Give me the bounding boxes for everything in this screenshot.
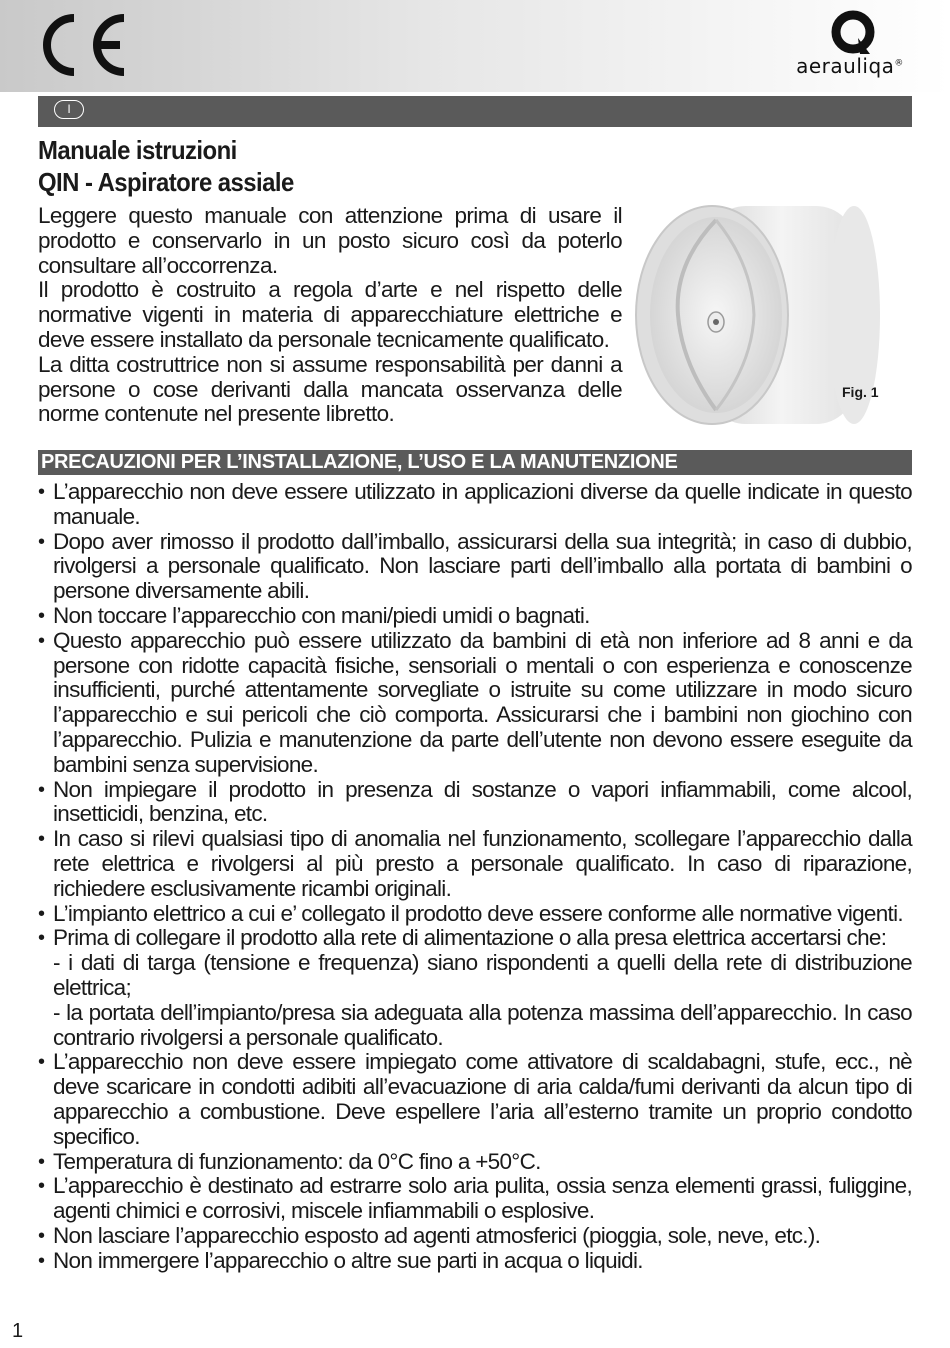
- intro-paragraph: La ditta costruttrice non si assume responsabilità per danni a persone o cose derivanti dalla mancata osservanza delle norme contenute nel presente libretto.: [38, 351, 622, 427]
- list-item: • Prima di collegare il prodotto alla rete di alimentazione o alla presa elettrica accertarsi che: - i dati di targa (tensione e frequenza) siano rispondenti a quelli della rete di distribuzione elettrica; - la portata dell’impianto/presa sia adeguata alla potenza massima dell’apparecchio. In caso contrario rivolgersi a personale qualificato.: [38, 925, 912, 1050]
- bullet-icon: •: [38, 1051, 45, 1074]
- brand-name: aerauliqa®: [796, 54, 904, 78]
- bullet-icon: •: [38, 629, 45, 652]
- list-item: • Dopo aver rimosso il prodotto dall’imballo, assicurarsi della sua integrità; in caso di dubbio, rivolgersi a personale qualificato. Non lasciare parti dell’imballo alla portata di bambini o persone diversamente abili.: [38, 528, 912, 604]
- list-item: • Non lasciare l’apparecchio esposto ad agenti atmosferici (pioggia, sole, neve, etc.).: [38, 1222, 821, 1248]
- bullet-icon: •: [38, 530, 45, 553]
- list-item: • L’impianto elettrico a cui e’ collegato il prodotto deve essere conforme alle normative vigenti.: [38, 900, 903, 926]
- bullet-icon: •: [38, 1150, 45, 1173]
- section-heading: PRECAUZIONI PER L’INSTALLAZIONE, L’USO E LA MANUTENZIONE: [38, 450, 912, 475]
- bullet-icon: •: [38, 1175, 45, 1198]
- list-item: • L’apparecchio non deve essere utilizzato in applicazioni diverse da quelle indicate in questo manuale.: [38, 479, 912, 529]
- sub-item: - la portata dell’impianto/presa sia adeguata alla potenza massima dell’apparecchio. In caso contrario rivolgersi a personale qualificato.: [53, 999, 912, 1050]
- precautions-list: [38, 480, 912, 1274]
- list-item: • Temperatura di funzionamento: da 0°C fino a +50°C.: [38, 1148, 541, 1174]
- bullet-icon: •: [38, 778, 45, 801]
- intro-paragraph: Il prodotto è costruito a regola d’arte e nel rispetto delle normative vigenti in materia di apparecchiature elettriche e deve essere installato da personale tecnicamente qualificato.: [38, 277, 622, 352]
- list-item: • Non immergere l’apparecchio o altre sue parti in acqua o liquidi.: [38, 1247, 643, 1273]
- bullet-icon: •: [38, 1224, 45, 1247]
- ce-mark-icon: [38, 12, 130, 78]
- list-item: • L’apparecchio non deve essere impiegato come attivatore di scaldabagni, stufe, ecc., nè deve scaricare in condotti adibiti all’evacuazione di aria calda/fumi derivanti da alcun tipo di apparecchio a combustione. Deve espellere l’aria all’esterno tramite un proprio condotto specifico.: [38, 1049, 912, 1149]
- intro-text: [38, 204, 622, 427]
- list-item: • In caso si rilevi qualsiasi tipo di anomalia nel funzionamento, scollegare l’apparecchio dalla rete elettrica e rivolgersi al più presto a personale qualificato. In caso di riparazione, richiedere esclusivamente ricambi originali.: [38, 826, 912, 901]
- sub-item: - i dati di targa (tensione e frequenza) siano rispondenti a quelli della rete di distribuzione elettrica;: [53, 950, 912, 1000]
- bullet-icon: •: [38, 902, 45, 925]
- bullet-icon: •: [38, 828, 45, 851]
- bullet-icon: •: [38, 481, 45, 503]
- figure-label: Fig. 1: [842, 384, 879, 400]
- bullet-icon: •: [38, 604, 45, 627]
- list-item: • Non toccare l’apparecchio con mani/piedi umidi o bagnati.: [38, 602, 590, 628]
- page-title: Manuale istruzioni QIN - Aspiratore assiale: [38, 135, 294, 197]
- list-item: • Questo apparecchio può essere utilizzato da bambini di età non inferiore ad 8 anni e da persone con ridotte capacità fisiche, sensoriali o mentali o con esperienza e conoscenze insufficienti, purché attentamente sorvegliate o istruite su come utilizzare in modo sicuro l’apparecchio e sui pericoli che ciò comporta. Assicurarsi che i bambini non giochino con l’apparecchio. Pulizia e manutenzione da parte dell’utente non devono essere eseguite da bambini senza supervisione.: [38, 627, 912, 777]
- intro-paragraph: Leggere questo manuale con attenzione prima di usare il prodotto e conservarlo in un posto sicuro così da poterlo consultare all’occorrenza.: [38, 203, 622, 278]
- bullet-icon: •: [38, 927, 45, 950]
- bullet-icon: •: [38, 1249, 45, 1272]
- language-bar: [38, 96, 912, 127]
- page-number: 1: [12, 1320, 24, 1342]
- language-tab: I: [54, 100, 84, 119]
- list-item: • L’apparecchio è destinato ad estrarre solo aria pulita, ossia senza elementi grassi, fuliggine, agenti chimici e corrosivi, miscele infiammabili o esplosive.: [38, 1173, 912, 1224]
- list-item: • Non impiegare il prodotto in presenza di sostanze o vapori infiammabili, come alcool, insetticidi, benzina, etc.: [38, 776, 912, 827]
